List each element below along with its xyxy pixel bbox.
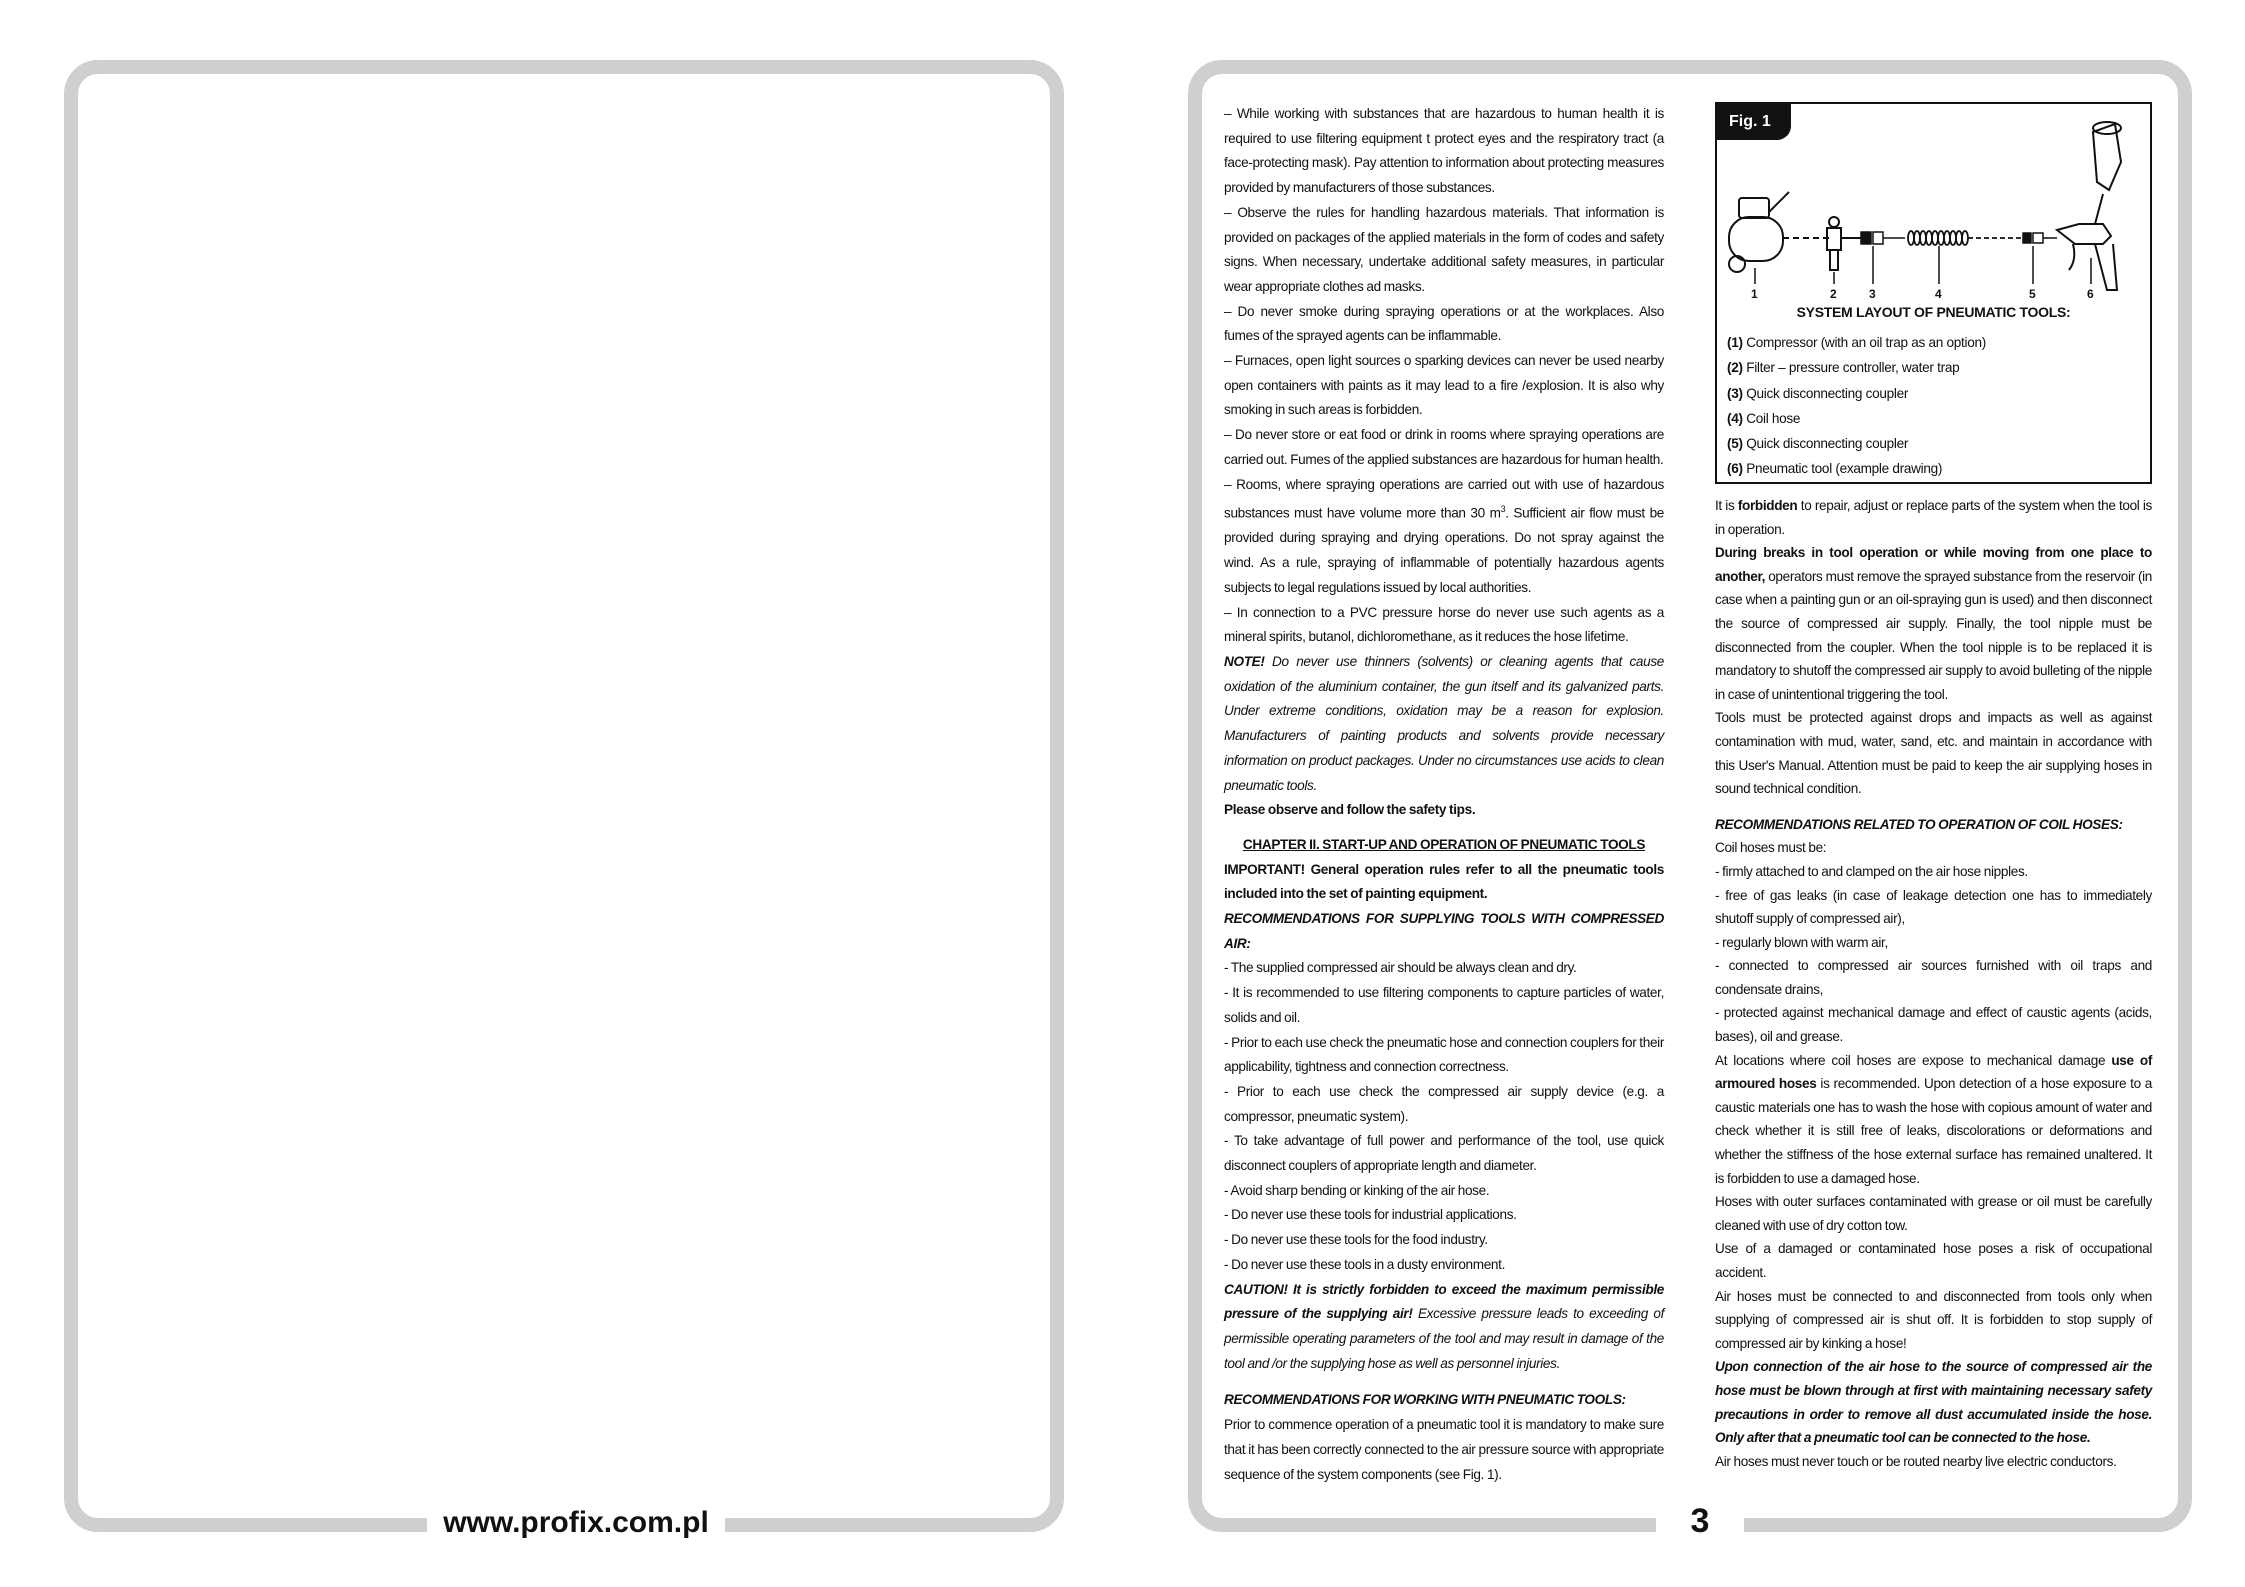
legend-number: (2): [1727, 360, 1743, 376]
paragraph: Hoses with outer surfaces contaminated with grease or oil must be carefully cleaned with use of dry cotton tow.: [1715, 1194, 2152, 1233]
figure-1-box: [1715, 102, 2152, 484]
text-run: operators must remove the sprayed substance from the reservoir (in case when a painting gun or an oil-spraying gun is used) and then disconnect the source of compressed air supply. Finally, the tool nipple must be disconnected from the coupler. When the tool nipple is to be replaced it is mandatory to shutoff the compressed air supply to avoid bulleting of the nipple in case of unintentional triggering the tool.: [1715, 568, 2152, 702]
paragraph: – Observe the rules for handling hazardous materials. That information is provided on packages of the applied materials in the form of codes and safety signs. When necessary, undertake additional safety measures, in particular wear appropriate clothes ad masks.: [1224, 204, 1664, 294]
list-item: - Do never use these tools for the food industry.: [1224, 1232, 1488, 1248]
list-item: - Do never use these tools for industrial applications.: [1224, 1207, 1517, 1223]
paragraph: Tools must be protected against drops and impacts as well as against contamination with mud, water, sand, etc. and maintain in accordance with this User's Manual. Attention must be paid to keep the air supplying hoses in sound technical condition.: [1715, 710, 2152, 797]
legend-item: [1727, 381, 1986, 406]
list-item: - To take advantage of full power and performance of the tool, use quick disconnect couplers of appropriate length and diameter.: [1224, 1133, 1664, 1174]
caution-bold: CAUTION! It is strictly forbidden to exceed the maximum permissible pressure of the supplying air!: [1224, 1281, 1664, 1322]
list-item: - It is recommended to use filtering components to capture particles of water, solids and oil.: [1224, 985, 1664, 1025]
paragraph: [1715, 494, 2152, 541]
legend-text: Filter – pressure controller, water trap: [1742, 360, 1960, 376]
text-run: is recommended. Upon detection of a hose exposure to a caustic materials one has to wash the hose with copious amount of water and check whether it is still free of leaks, discolorations or deformations and whether the stiffness of the hose external surface has remained unaltered. It is forbidden to use a damaged hose.: [1715, 1076, 2152, 1186]
text-column-left: [1224, 102, 1664, 1487]
figure-title: SYSTEM LAYOUT OF PNEUMATIC TOOLS:: [1796, 304, 2071, 320]
list-item: - free of gas leaks (in case of leakage detection one has to immediately shutoff supply of compressed air),: [1715, 887, 2152, 927]
list-item: - Prior to each use check the compressed air supply device (e.g. a compressor, pneumatic system).: [1224, 1083, 1664, 1124]
figure-number: 5: [2029, 287, 2036, 301]
legend-text: Coil hose: [1742, 410, 1801, 426]
safety-tips: Please observe and follow the safety tips.: [1224, 802, 1476, 818]
list-item: - Prior to each use check the pneumatic hose and connection couplers for their applicability, tightness and connection correctness.: [1224, 1034, 1664, 1075]
paragraph: – In connection to a PVC pressure horse do never use such agents as a mineral spirits, butanol, dichloromethane, as it reduces the hose lifetime.: [1224, 604, 1664, 645]
spray-gun-icon: [2057, 122, 2121, 290]
text-run-bold: use of armoured hoses: [1715, 1052, 2152, 1092]
paragraph: – Furnaces, open light sources o sparking devices can never be used nearby open containers with paints as it may lead to a fire /explosion. It is also why smoking in such areas is forbidden.: [1224, 353, 1664, 418]
text-run: to repair, adjust or replace parts of the system when the tool is in operation.: [1715, 498, 2153, 537]
caution-text: Excessive pressure leads to exceeding of permissible operating parameters of the tool and may result in damage of the tool and /or the supplying hose as well as personnel injuries.: [1224, 1306, 1664, 1371]
paragraph: – Do never smoke during spraying operations or at the workplaces. Also fumes of the sprayed agents can be inflammable.: [1224, 303, 1664, 344]
superscript: 3: [1500, 504, 1506, 515]
note-text: Do never use thinners (solvents) or cleaning agents that cause oxidation of the aluminium container, the gun itself and its galvanized parts. Under extreme conditions, oxidation may be a reason for explosion. Manufacturers of painting products and solvents provide necessary information on product packages. Under no circumstances use acids to clean pneumatic tools.: [1224, 654, 1664, 793]
text-run-bold: forbidden: [1737, 498, 1798, 513]
paragraph: [1224, 473, 1664, 601]
legend-text: Quick disconnecting coupler: [1742, 385, 1909, 401]
figure-number: 2: [1830, 287, 1837, 301]
note-label: NOTE!: [1224, 654, 1265, 669]
legend-text: Quick disconnecting coupler: [1742, 436, 1909, 452]
list-item: - Do never use these tools in a dusty environment.: [1224, 1256, 1505, 1272]
list-item: - connected to compressed air sources furnished with oil traps and condensate drains,: [1715, 958, 2152, 997]
note-paragraph: [1224, 650, 1664, 798]
text-run: – Rooms, where spraying operations are carried out with use of hazardous substances must have volume more than 30 m: [1224, 476, 1664, 521]
coil-hose-icon: [1908, 231, 2023, 245]
list-item: - The supplied compressed air should be always clean and dry.: [1224, 960, 1577, 976]
text-run-bold: During breaks in tool operation or while moving from one place to another,: [1715, 545, 2152, 584]
legend-number: (1): [1727, 335, 1743, 350]
paragraph: – Do never store or eat food or drink in rooms where spraying operations are carried out. Fumes of the applied substances are hazardous for human health.: [1224, 427, 1664, 467]
text-run: At locations where coil hoses are expose to mechanical damage: [1715, 1052, 2112, 1068]
figure-number: 3: [1869, 287, 1876, 301]
legend-item: [1727, 330, 1986, 355]
legend-number: (3): [1727, 385, 1743, 401]
figure-legend: [1727, 330, 1986, 482]
figure-tag: Fig. 1: [1717, 104, 1791, 140]
legend-number: (6): [1727, 461, 1743, 477]
blow-through-warning: Upon connection of the air hose to the source of compressed air the hose must be blown through at first with maintaining necessary safety precautions in order to remove all dust accumulated inside the hose. Only after that a pneumatic tool can be connected to the hose.: [1715, 1359, 2152, 1446]
section-heading-coil: RECOMMENDATIONS RELATED TO OPERATION OF COIL HOSES:: [1715, 816, 2123, 832]
list-item: - firmly attached to and clamped on the air hose nipples.: [1715, 863, 2028, 879]
figure-number: 4: [1935, 287, 1942, 301]
list-item: - protected against mechanical damage and effect of caustic agents (acids, bases), oil and grease.: [1715, 1005, 2152, 1045]
legend-text: Compressor (with an oil trap as an option): [1742, 335, 1986, 350]
paragraph: Prior to commence operation of a pneumatic tool it is mandatory to make sure that it has been correctly connected to the air pressure source with appropriate sequence of the system components (see Fig. 1).: [1224, 1417, 1664, 1482]
caution-paragraph: [1224, 1278, 1664, 1377]
legend-number: (5): [1727, 436, 1743, 452]
text-column-right: [1715, 494, 2152, 1473]
chapter-title: CHAPTER II. START-UP AND OPERATION OF PNEUMATIC TOOLS: [1242, 836, 1646, 852]
compressor-icon: [1729, 192, 1831, 272]
important-notice: IMPORTANT! General operation rules refer to all the pneumatic tools included into the set of painting equipment.: [1224, 861, 1664, 902]
legend-item: [1727, 406, 1986, 431]
left-page-frame: [64, 60, 1064, 1532]
filter-regulator-icon: [1827, 217, 1861, 270]
section-heading-working: RECOMMENDATIONS FOR WORKING WITH PNEUMATIC TOOLS:: [1224, 1392, 1626, 1408]
website-footer: www.profix.com.pl: [427, 1503, 725, 1543]
text-run: It is: [1715, 498, 1738, 513]
system-layout-diagram: [1723, 112, 2148, 302]
legend-item: [1727, 456, 1986, 481]
legend-item: [1727, 431, 1986, 456]
paragraph: Use of a damaged or contaminated hose poses a risk of occupational accident.: [1715, 1241, 2152, 1280]
legend-item: [1727, 355, 1986, 380]
coupler-icon: [1861, 232, 1905, 244]
page-number: 3: [1656, 1501, 1744, 1541]
paragraph: – While working with substances that are hazardous to human health it is required to use filtering equipment t protect eyes and the respiratory tract (a face-protecting mask). Pay attention to information about protecting measures provided by manufacturers of those substances.: [1224, 106, 1664, 196]
paragraph: Coil hoses must be:: [1715, 840, 1827, 856]
list-item: - Avoid sharp bending or kinking of the air hose.: [1224, 1182, 1490, 1198]
legend-text: Pneumatic tool (example drawing): [1742, 461, 1943, 477]
figure-number: 1: [1751, 287, 1758, 301]
coupler-icon: [2023, 233, 2057, 243]
paragraph: [1715, 1049, 2152, 1191]
paragraph: Air hoses must never touch or be routed nearby live electric conductors.: [1715, 1453, 2117, 1469]
legend-number: (4): [1727, 410, 1743, 426]
paragraph: [1715, 541, 2152, 706]
figure-number: 6: [2087, 287, 2094, 301]
list-item: - regularly blown with warm air,: [1715, 934, 1888, 950]
text-run: . Sufficient air flow must be provided during spraying and drying operations. Do not spray against the wind. As a rule, spraying of inflammable of potentially hazardous agents subjects to legal regulations issued by local authorities.: [1224, 505, 1664, 595]
section-heading-supply: RECOMMENDATIONS FOR SUPPLYING TOOLS WITH COMPRESSED AIR:: [1224, 911, 1664, 951]
paragraph: Air hoses must be connected to and disconnected from tools only when supplying of compressed air is shut off. It is forbidden to stop supply of compressed air by kinking a hose!: [1715, 1288, 2152, 1351]
